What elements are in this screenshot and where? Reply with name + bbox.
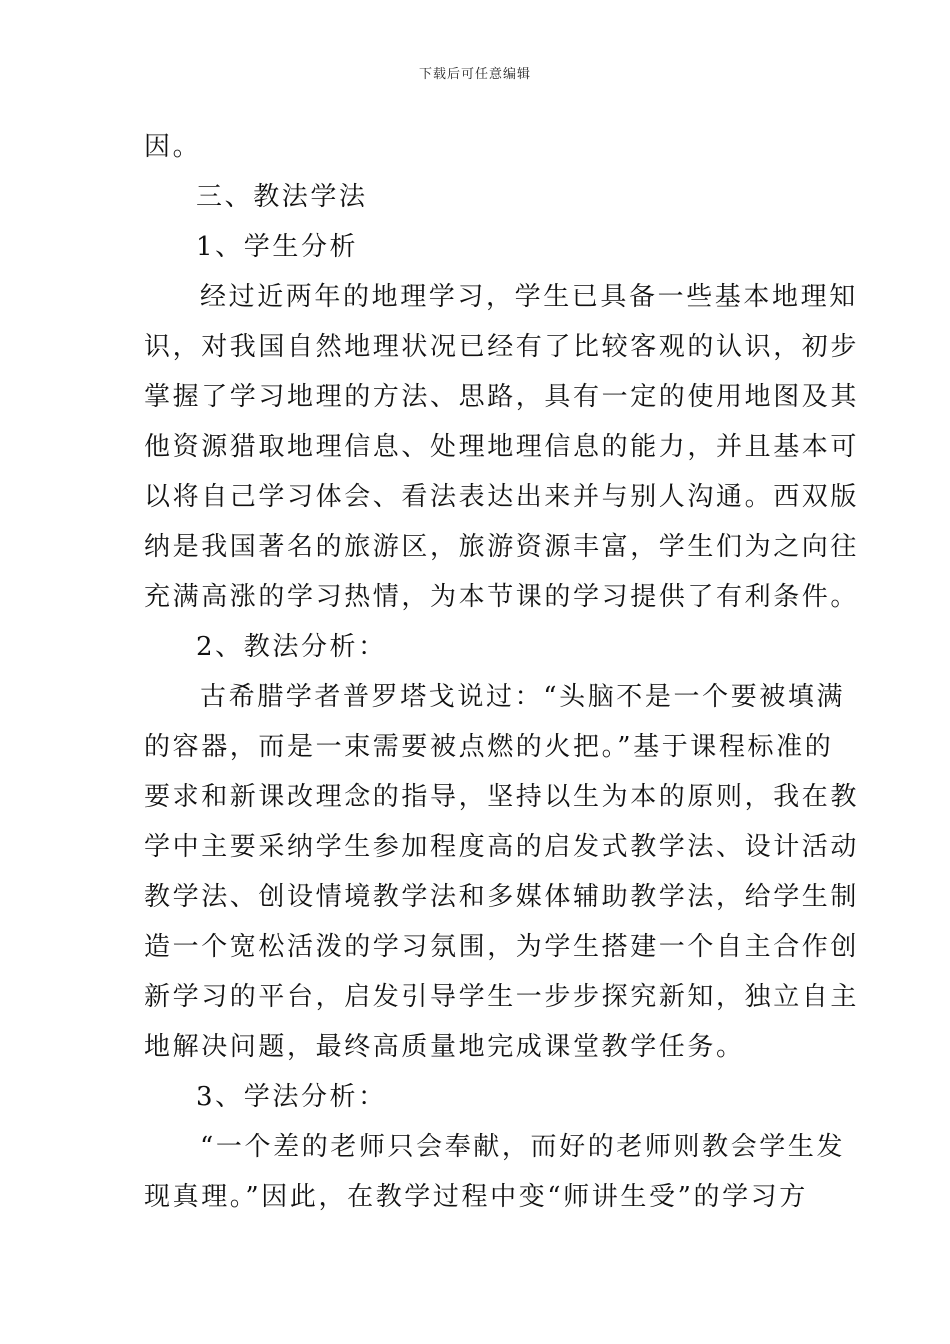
paragraph-line: 新学习的平台，启发引导学生一步步探究新知，独立自主	[144, 982, 860, 1012]
section-heading: 三、教法学法	[196, 182, 368, 212]
subsection-heading: 3、学法分析：	[196, 1082, 387, 1112]
paragraph-line: 掌握了学习地理的方法、思路，具有一定的使用地图及其	[144, 382, 860, 412]
paragraph-line: 造一个宽松活泼的学习氛围，为学生搭建一个自主合作创	[144, 932, 860, 962]
subsection-heading: 1、学生分析	[196, 232, 359, 262]
paragraph-line: 现真理。”因此，在教学过程中变“师讲生受”的学习方	[144, 1182, 808, 1212]
page-header: 下载后可任意编辑	[418, 67, 531, 82]
paragraph-line: “一个差的老师只会奉献，而好的老师则教会学生发	[200, 1132, 846, 1162]
paragraph-line: 以将自己学习体会、看法表达出来并与别人沟通。西双版	[144, 482, 860, 512]
paragraph-line: 他资源猎取地理信息、处理地理信息的能力，并且基本可	[144, 432, 860, 462]
paragraph-line: 地解决问题，最终高质量地完成课堂教学任务。	[144, 1032, 745, 1062]
paragraph-line: 古希腊学者普罗塔戈说过：“头脑不是一个要被填满	[200, 682, 846, 712]
paragraph-line: 要求和新课改理念的指导，坚持以生为本的原则，我在教	[144, 782, 860, 812]
paragraph-line: 识，对我国自然地理状况已经有了比较客观的认识，初步	[144, 332, 860, 362]
paragraph-line: 充满高涨的学习热情，为本节课的学习提供了有利条件。	[144, 582, 860, 612]
paragraph-line: 纳是我国著名的旅游区，旅游资源丰富，学生们为之向往	[144, 532, 860, 562]
subsection-heading: 2、教法分析：	[196, 632, 387, 662]
paragraph-line: 的容器，而是一束需要被点燃的火把。”基于课程标准的	[144, 732, 834, 762]
paragraph-line: 教学法、创设情境教学法和多媒体辅助教学法，给学生制	[144, 882, 860, 912]
paragraph-continuation: 因。	[144, 132, 202, 162]
paragraph-line: 学中主要采纳学生参加程度高的启发式教学法、设计活动	[144, 832, 860, 862]
paragraph-line: 经过近两年的地理学习，学生已具备一些基本地理知	[200, 282, 858, 312]
